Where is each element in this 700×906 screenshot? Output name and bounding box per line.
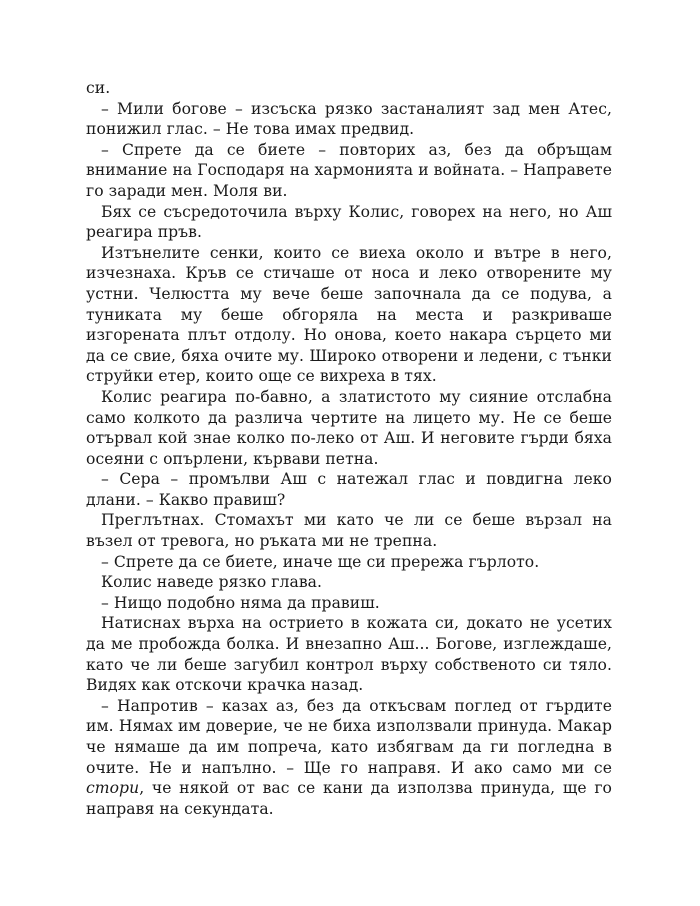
paragraph-13-start: – Напротив – казах аз, без да откъсвам поглед от гърдите им. Нямах им доверие, че не биха използвали принуда. Макар че нямаше да им попреча, като избягвам да ги погледна в очите. Не и напълно. – Ще го направя. И ако само ми се <box>86 696 612 777</box>
paragraph-11: – Нищо подобно няма да правиш. <box>101 593 380 612</box>
book-page-text <box>86 78 612 819</box>
paragraph-5: Изтънелите сенки, които се виеха около и вътре в него, изчезнаха. Кръв се стичаше от носа и леко отворените му устни. Челюстта му вече беше започнала да се подува, а туниката му беше обгоряла на места и разкриваше изгорената плът отдолу. Но онова, което накара сърцето ми да се свие, бяха очите му. Широко отворени и ледени, с тънки струйки етер, които още се вихреха в тях. <box>86 243 612 386</box>
paragraph-10: Колис наведе рязко глава. <box>101 573 323 592</box>
paragraph-8: Преглътнах. Стомахът ми като че ли се беше вързал на възел от тревога, но ръката ми не трепна. <box>86 511 612 551</box>
emphasized-word: стори <box>86 779 140 798</box>
paragraph-13 <box>86 696 612 820</box>
paragraph-2: – Мили богове – изсъска рязко застаналият зад мен Атес, понижил глас. – Не това имах предвид. <box>86 99 612 139</box>
paragraph-4: Бях се съсредоточила върху Колис, говорех на него, но Аш реагира пръв. <box>86 202 612 242</box>
paragraph-3: – Спрете да се биете – повторих аз, без да обръщам внимание на Господаря на хармонията и войната. – Направете го заради мен. Моля ви. <box>86 140 612 200</box>
paragraph-6: Колис реагира по-бавно, а златистото му сияние отслабна само колкото да различа чертите на лицето му. Не се беше отървал кой знае колко по-леко от Аш. И неговите гърди бяха осеяни с опърлени, кървави петна. <box>86 387 612 468</box>
paragraph-9: – Спрете да се биете, иначе ще си прережа гърлото. <box>101 552 540 571</box>
paragraph-13-end: , че някой от вас се кани да използва принуда, ще го направя на секундата. <box>86 779 612 818</box>
paragraph-1: си. <box>86 79 111 97</box>
paragraph-12: Натиснах върха на острието в кожата си, докато не усетих да ме пробожда болка. И внезапно Аш... Богове, изглеждаше, като че ли беше загубил контрол върху собственото си тяло. Видях как отскочи крачка назад. <box>86 614 612 695</box>
paragraph-7: – Сера – промълви Аш с натежал глас и повдигна леко длани. – Какво правиш? <box>86 470 612 509</box>
